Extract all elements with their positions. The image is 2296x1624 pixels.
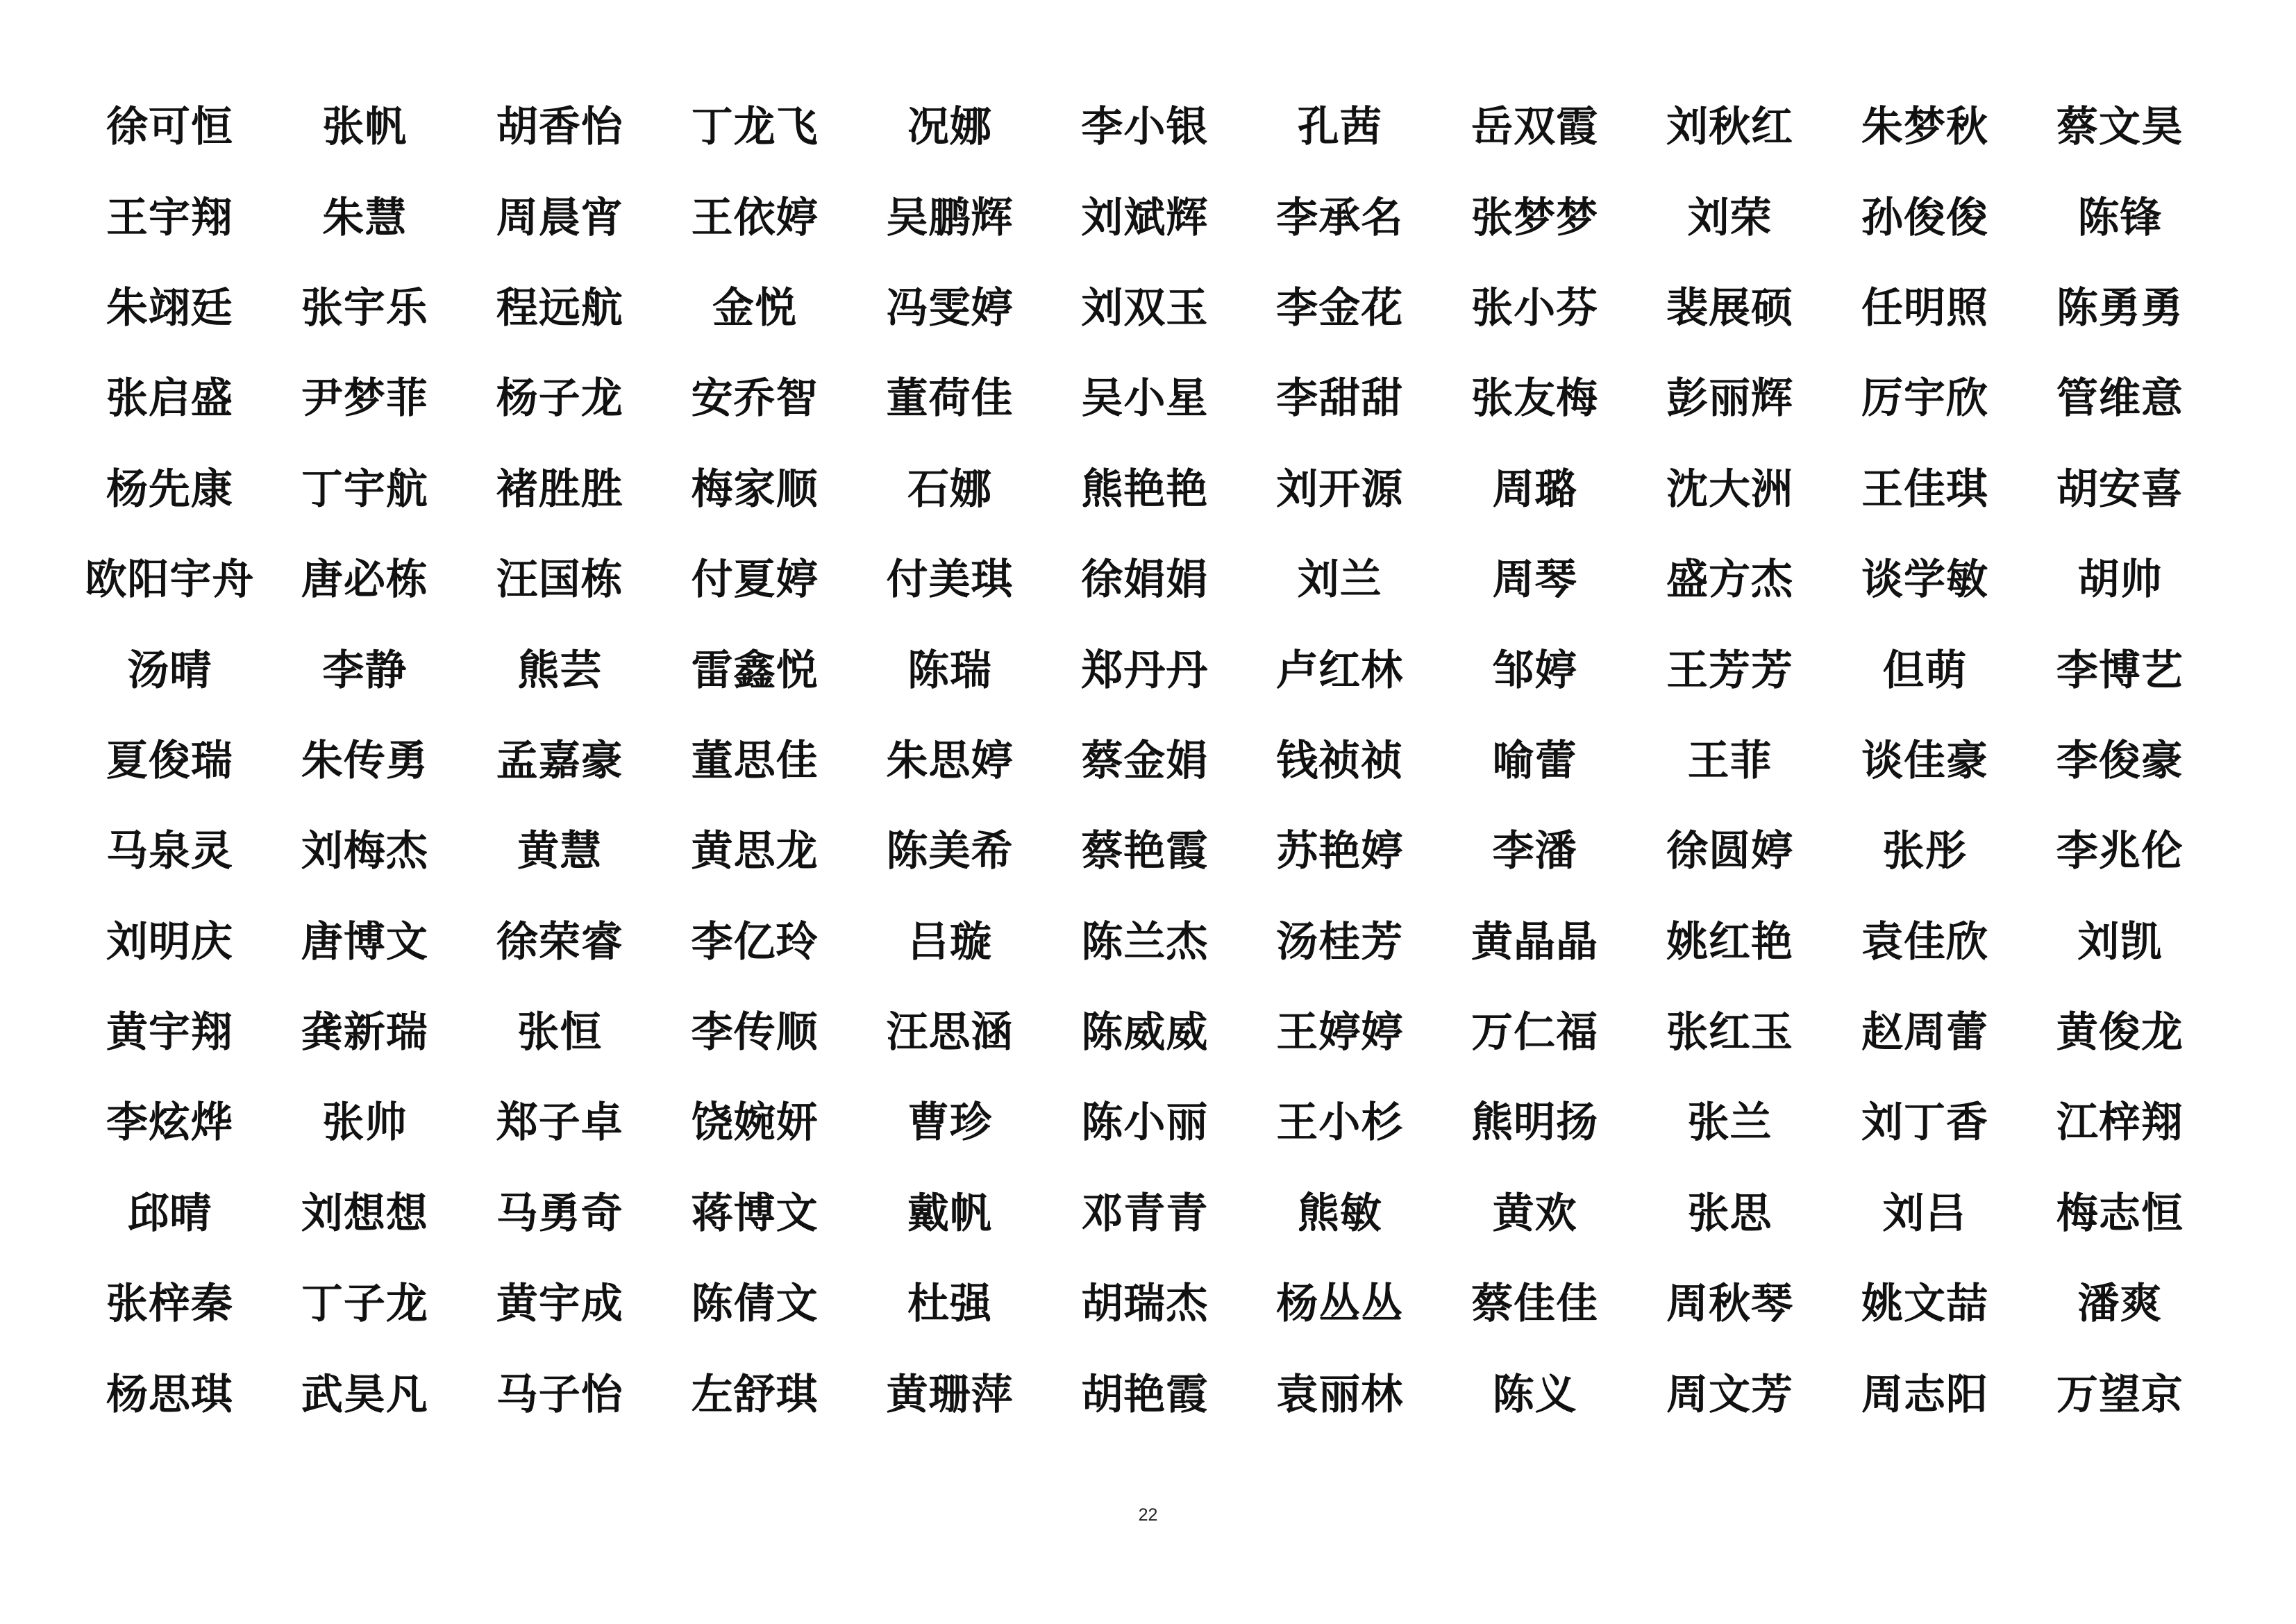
name-cell: 刘荣 [1687, 193, 1773, 242]
name-cell: 袁丽林 [1276, 1370, 1404, 1419]
name-cell: 张彤 [1882, 827, 1968, 876]
name-cell: 汪思涵 [886, 1008, 1014, 1057]
name-cell: 朱慧 [322, 193, 408, 242]
name-cell: 管维意 [2056, 374, 2184, 424]
name-cell: 朱传勇 [301, 736, 428, 785]
name-cell: 刘秋红 [1666, 103, 1794, 152]
name-cell: 陈义 [1492, 1370, 1577, 1419]
name-cell: 董荷佳 [886, 374, 1014, 424]
name-cell: 吕璇 [907, 917, 992, 966]
name-cell: 饶婉妍 [691, 1098, 819, 1148]
name-cell: 张梓秦 [106, 1280, 233, 1329]
name-cell: 谈学敏 [1861, 555, 1988, 605]
name-cell: 但萌 [1882, 646, 1968, 695]
name-cell: 张友梅 [1471, 374, 1599, 424]
name-cell: 万仁福 [1471, 1008, 1599, 1057]
name-cell: 冯雯婷 [886, 283, 1014, 333]
name-cell: 周璐 [1492, 464, 1577, 514]
name-cell: 李传顺 [691, 1008, 819, 1057]
name-cell: 程远航 [496, 283, 623, 333]
name-cell: 雷鑫悦 [691, 646, 819, 695]
name-cell: 张宇乐 [301, 283, 428, 333]
name-cell: 胡帅 [2077, 555, 2163, 605]
name-cell: 张思 [1687, 1189, 1773, 1238]
name-cell: 安乔智 [691, 374, 819, 424]
name-cell: 董思佳 [691, 736, 819, 785]
name-cell: 黄欢 [1492, 1189, 1577, 1238]
name-cell: 周文芳 [1666, 1370, 1794, 1419]
name-cell: 王小杉 [1276, 1098, 1404, 1148]
name-cell: 蔡文昊 [2056, 103, 2184, 152]
name-cell: 岳双霞 [1471, 103, 1599, 152]
name-cell: 厉宇欣 [1861, 374, 1988, 424]
name-cell: 李俊豪 [2056, 736, 2184, 785]
name-cell: 陈勇勇 [2056, 283, 2184, 333]
name-cell: 徐娟娟 [1081, 555, 1209, 605]
name-cell: 李承名 [1276, 193, 1404, 242]
name-cell: 褚胜胜 [496, 464, 623, 514]
name-cell: 金悦 [712, 283, 798, 333]
name-cell: 丁子龙 [301, 1280, 428, 1329]
name-cell: 刘斌辉 [1081, 193, 1209, 242]
name-cell: 丁龙飞 [691, 103, 819, 152]
name-cell: 龚新瑞 [301, 1008, 428, 1057]
name-cell: 左舒琪 [691, 1370, 819, 1419]
name-cell: 盛方杰 [1666, 555, 1794, 605]
name-cell: 黄思龙 [691, 827, 819, 876]
name-cell: 丁宇航 [301, 464, 428, 514]
name-cell: 陈倩文 [691, 1280, 819, 1329]
name-cell: 潘爽 [2077, 1280, 2163, 1329]
name-cell: 刘明庆 [106, 917, 233, 966]
name-cell: 陈威威 [1081, 1008, 1209, 1057]
name-cell: 王依婷 [691, 193, 819, 242]
name-cell: 胡瑞杰 [1081, 1280, 1209, 1329]
name-cell: 彭丽辉 [1666, 374, 1794, 424]
name-cell: 万望京 [2056, 1370, 2184, 1419]
name-cell: 裴展硕 [1666, 283, 1794, 333]
name-cell: 王宇翔 [106, 193, 233, 242]
name-cell: 熊敏 [1297, 1189, 1382, 1238]
name-cell: 姚红艳 [1666, 917, 1794, 966]
name-cell: 吴小星 [1081, 374, 1209, 424]
name-cell: 姚文喆 [1861, 1280, 1988, 1329]
name-cell: 马泉灵 [106, 827, 233, 876]
name-cell: 孙俊俊 [1861, 193, 1988, 242]
name-cell: 蔡金娟 [1081, 736, 1209, 785]
name-cell: 汪国栋 [496, 555, 623, 605]
name-cell: 杜强 [907, 1280, 992, 1329]
name-cell: 刘兰 [1297, 555, 1382, 605]
name-cell: 李博艺 [2056, 646, 2184, 695]
name-cell: 杨丛丛 [1276, 1280, 1404, 1329]
name-cell: 唐博文 [301, 917, 428, 966]
name-cell: 黄宇成 [496, 1280, 623, 1329]
name-cell: 张帆 [322, 103, 408, 152]
name-cell: 王婷婷 [1276, 1008, 1404, 1057]
name-cell: 李静 [322, 646, 408, 695]
name-cell: 张兰 [1687, 1098, 1773, 1148]
name-cell: 付夏婷 [691, 555, 819, 605]
name-cell: 戴帆 [907, 1189, 992, 1238]
name-cell: 熊芸 [517, 646, 603, 695]
name-cell: 熊明扬 [1471, 1098, 1599, 1148]
name-cell: 刘开源 [1276, 464, 1404, 514]
name-cell: 王菲 [1687, 736, 1773, 785]
name-cell: 李炫烨 [106, 1098, 233, 1148]
name-cell: 黄晶晶 [1471, 917, 1599, 966]
name-cell: 欧阳宇舟 [85, 555, 255, 605]
name-cell: 刘吕 [1882, 1189, 1968, 1238]
name-cell: 唐必栋 [301, 555, 428, 605]
name-cell: 周志阳 [1861, 1370, 1988, 1419]
name-cell: 李兆伦 [2056, 827, 2184, 876]
name-cell: 李小银 [1081, 103, 1209, 152]
name-cell: 张帅 [322, 1098, 408, 1148]
name-cell: 邓青青 [1081, 1189, 1209, 1238]
name-cell: 喻蕾 [1492, 736, 1577, 785]
name-cell: 卢红林 [1276, 646, 1404, 695]
name-cell: 邱晴 [127, 1189, 212, 1238]
name-cell: 胡香怡 [496, 103, 623, 152]
name-cell: 赵周蕾 [1861, 1008, 1988, 1057]
name-list-grid [72, 82, 2218, 1440]
name-cell: 胡艳霞 [1081, 1370, 1209, 1419]
name-cell: 吴鹏辉 [886, 193, 1014, 242]
name-cell: 杨子龙 [496, 374, 623, 424]
name-cell: 武昊凡 [301, 1370, 428, 1419]
name-cell: 陈兰杰 [1081, 917, 1209, 966]
name-cell: 任明照 [1861, 283, 1988, 333]
name-cell: 李金花 [1276, 283, 1404, 333]
name-cell: 黄俊龙 [2056, 1008, 2184, 1057]
name-cell: 黄宇翔 [106, 1008, 233, 1057]
name-cell: 马子怡 [496, 1370, 623, 1419]
name-cell: 刘双玉 [1081, 283, 1209, 333]
name-cell: 汤桂芳 [1276, 917, 1404, 966]
name-cell: 王佳琪 [1861, 464, 1988, 514]
name-cell: 陈锋 [2077, 193, 2163, 242]
name-cell: 梅家顺 [691, 464, 819, 514]
name-cell: 王芳芳 [1666, 646, 1794, 695]
name-cell: 朱翊廷 [106, 283, 233, 333]
name-cell: 徐圆婷 [1666, 827, 1794, 876]
name-cell: 刘梅杰 [301, 827, 428, 876]
name-cell: 刘凯 [2077, 917, 2163, 966]
name-cell: 周琴 [1492, 555, 1577, 605]
name-cell: 朱梦秋 [1861, 103, 1988, 152]
name-cell: 黄慧 [517, 827, 603, 876]
name-cell: 汤晴 [127, 646, 212, 695]
name-cell: 夏俊瑞 [106, 736, 233, 785]
name-cell: 刘丁香 [1861, 1098, 1988, 1148]
name-cell: 李潘 [1492, 827, 1577, 876]
name-cell: 钱祯祯 [1276, 736, 1404, 785]
name-cell: 郑丹丹 [1081, 646, 1209, 695]
name-cell: 马勇奇 [496, 1189, 623, 1238]
name-cell: 蔡佳佳 [1471, 1280, 1599, 1329]
name-cell: 袁佳欣 [1861, 917, 1988, 966]
name-cell: 杨思琪 [106, 1370, 233, 1419]
name-cell: 蒋博文 [691, 1189, 819, 1238]
name-cell: 杨先康 [106, 464, 233, 514]
name-cell: 黄珊萍 [886, 1370, 1014, 1419]
name-cell: 朱思婷 [886, 736, 1014, 785]
name-cell: 孟嘉豪 [496, 736, 623, 785]
name-cell: 张启盛 [106, 374, 233, 424]
name-cell: 刘想想 [301, 1189, 428, 1238]
name-cell: 孔茜 [1297, 103, 1382, 152]
name-cell: 陈瑞 [907, 646, 992, 695]
name-cell: 谈佳豪 [1861, 736, 1988, 785]
name-cell: 李亿玲 [691, 917, 819, 966]
name-cell: 熊艳艳 [1081, 464, 1209, 514]
name-cell: 沈大洲 [1666, 464, 1794, 514]
name-cell: 邹婷 [1492, 646, 1577, 695]
name-cell: 张梦梦 [1471, 193, 1599, 242]
name-cell: 郑子卓 [496, 1098, 623, 1148]
name-cell: 周晨宵 [496, 193, 623, 242]
name-cell: 徐荣睿 [496, 917, 623, 966]
name-cell: 况娜 [907, 103, 992, 152]
name-cell: 周秋琴 [1666, 1280, 1794, 1329]
page-number: 22 [1138, 1505, 1158, 1525]
name-cell: 苏艳婷 [1276, 827, 1404, 876]
name-cell: 陈美希 [886, 827, 1014, 876]
name-cell: 陈小丽 [1081, 1098, 1209, 1148]
name-cell: 张红玉 [1666, 1008, 1794, 1057]
name-cell: 付美琪 [886, 555, 1014, 605]
name-cell: 张小芬 [1471, 283, 1599, 333]
name-cell: 李甜甜 [1276, 374, 1404, 424]
name-cell: 梅志恒 [2056, 1189, 2184, 1238]
name-cell: 张恒 [517, 1008, 603, 1057]
name-cell: 江梓翔 [2056, 1098, 2184, 1148]
name-cell: 石娜 [907, 464, 992, 514]
name-cell: 尹梦菲 [301, 374, 428, 424]
name-cell: 徐可恒 [106, 103, 233, 152]
name-cell: 曹珍 [907, 1098, 992, 1148]
name-cell: 蔡艳霞 [1081, 827, 1209, 876]
name-cell: 胡安喜 [2056, 464, 2184, 514]
